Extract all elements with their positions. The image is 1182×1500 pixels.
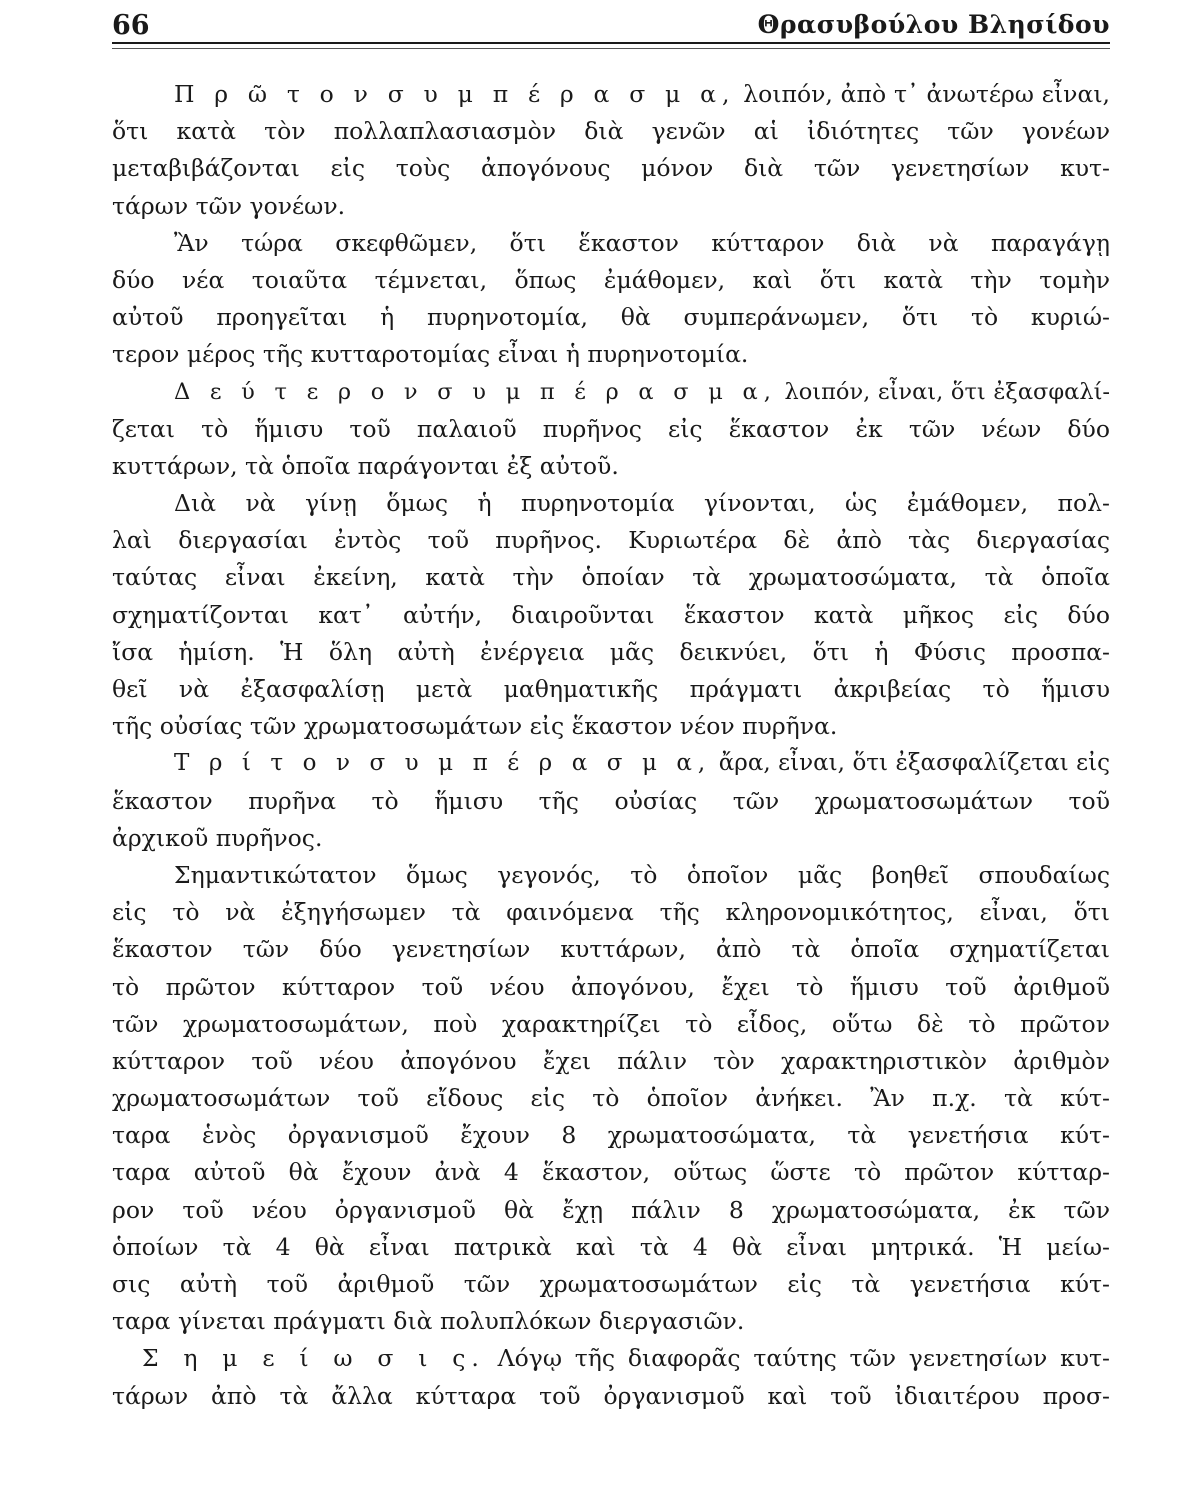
text-line: ἀρχικοῦ πυρῆνος. — [112, 823, 323, 852]
text-line: Δ ε ύ τ ε ρ ο ν σ υ μ π έ ρ α σ μ α, λοιπόν, εἶναι, ὅτι ἐξασφαλί- — [174, 378, 1111, 405]
text-line: σχηματίζονται κατ᾽ αὐτήν, διαιροῦνται ἕκαστον κατὰ μῆκος εἰς δύο — [112, 600, 1110, 629]
header-rule — [112, 42, 1110, 44]
text-line: τῆς οὐσίας τῶν χρωματοσωμάτων εἰς ἕκαστον νέον πυρῆνα. — [112, 712, 838, 741]
paragraph — [112, 745, 1110, 857]
page-header — [112, 6, 1110, 42]
paragraph — [112, 76, 1110, 225]
text-line: τάρων ἀπὸ τὰ ἄλλα κύτταρα τοῦ ὀργανισμοῦ καὶ τοῦ ἰδιαιτέρου προσ- — [112, 1381, 1110, 1410]
note-lead: Σ η μ ε ί ω σ ι ς. — [142, 1344, 485, 1373]
text-line: κυττάρων, τὰ ὁποῖα παράγονται ἐξ αὐτοῦ. — [112, 451, 619, 480]
text-line: ταύτας εἶναι ἐκείνη, κατὰ τὴν ὁποίαν τὰ χρωματοσώματα, τὰ ὁποῖα — [112, 563, 1110, 592]
paragraph — [112, 485, 1110, 745]
text-line: ὅτι κατὰ τὸν πολλαπλασιασμὸν διὰ γενῶν αἱ ἰδιότητες τῶν γονέων — [112, 117, 1110, 146]
text-line: ταρα αὐτοῦ θὰ ἔχουν ἀνὰ 4 ἕκαστον, οὕτως ὥστε τὸ πρῶτον κύτταρ- — [112, 1158, 1110, 1187]
text-line: κύτταρον τοῦ νέου ἀπογόνου ἔχει πάλιν τὸν χαρακτηριστικὸν ἀριθμὸν — [112, 1046, 1110, 1075]
text-line: ταρα γίνεται πράγματι διὰ πολυπλόκων διεργασιῶν. — [112, 1307, 745, 1336]
spaced-lead: Π ρ ῶ τ ο ν σ υ μ π έ ρ α σ μ α, — [174, 80, 736, 108]
text-line: ἕκαστον πυρῆνα τὸ ἥμισυ τῆς οὐσίας τῶν χρωματοσωμάτων τοῦ — [112, 786, 1110, 815]
text-line: ταρα ἑνὸς ὀργανισμοῦ ἔχουν 8 χρωματοσώματα, τὰ γενετήσια κύτ- — [112, 1121, 1110, 1150]
body-text — [112, 76, 1110, 1415]
text-line: ζεται τὸ ἥμισυ τοῦ παλαιοῦ πυρῆνος εἰς ἕκαστον ἐκ τῶν νέων δύο — [112, 414, 1110, 443]
text-line: αὐτοῦ προηγεῖται ἡ πυρηνοτομία, θὰ συμπεράνωμεν, ὅτι τὸ κυριώ- — [112, 303, 1110, 332]
paragraph — [112, 374, 1110, 486]
page-number: 66 — [112, 10, 150, 41]
text-line: ρον τοῦ νέου ὀργανισμοῦ θὰ ἔχῃ πάλιν 8 χρωματοσώματα, ἐκ τῶν — [112, 1195, 1110, 1224]
text-line: Τ ρ ί τ ο ν σ υ μ π έ ρ α σ μ α, ἄρα, εἶναι, ὅτι ἐξασφαλίζεται εἰς — [174, 750, 1110, 777]
text-line: τάρων τῶν γονέων. — [112, 191, 346, 220]
text-line: Σημαντικώτατον ὅμως γεγονός, τὸ ὁποῖον μᾶς βοηθεῖ σπουδαίως — [174, 860, 1110, 889]
text-line: ἴσα ἡμίση. Ἡ ὅλη αὐτὴ ἐνέργεια μᾶς δεικνύει, ὅτι ἡ Φύσις προσπα- — [112, 637, 1110, 666]
text-line: μεταβιβάζονται εἰς τοὺς ἀπογόνους μόνον διὰ τῶν γενετησίων κυτ- — [112, 154, 1110, 183]
header-rule-thin — [112, 48, 1110, 49]
text-line: τῶν χρωματοσωμάτων, ποὺ χαρακτηρίζει τὸ εἶδος, οὕτω δὲ τὸ πρῶτον — [112, 1009, 1110, 1038]
text-line: Ἂν τώρα σκεφθῶμεν, ὅτι ἕκαστον κύτταρον διὰ νὰ παραγάγῃ — [174, 228, 1110, 257]
text-line: Διὰ νὰ γίνῃ ὅμως ἡ πυρηνοτομία γίνονται, ὡς ἐμάθομεν, πολ- — [174, 489, 1110, 518]
text-line: Σ η μ ε ί ω σ ι ς. Λόγῳ τῆς διαφορᾶς ταύτης τῶν γενετησίων κυτ- — [142, 1344, 1110, 1373]
text-line: εἰς τὸ νὰ ἐξηγήσωμεν τὰ φαινόμενα τῆς κληρονομικότητος, εἶναι, ὅτι — [112, 898, 1110, 927]
text-line: τερον μέρος τῆς κυτταροτομίας εἶναι ἡ πυρηνοτομία. — [112, 340, 749, 369]
text-line: Π ρ ῶ τ ο ν σ υ μ π έ ρ α σ μ α, λοιπόν, ἀπὸ τ᾽ ἀνωτέρω εἶναι, — [174, 80, 1110, 108]
text-line: ὁποίων τὰ 4 θὰ εἶναι πατρικὰ καὶ τὰ 4 θὰ εἶναι μητρικά. Ἡ μείω- — [112, 1232, 1110, 1261]
text-line: τὸ πρῶτον κύτταρον τοῦ νέου ἀπογόνου, ἔχει τὸ ἥμισυ τοῦ ἀριθμοῦ — [112, 972, 1110, 1001]
paragraph — [112, 225, 1110, 374]
text-line: λαὶ διεργασίαι ἐντὸς τοῦ πυρῆνος. Κυριωτέρα δὲ ἀπὸ τὰς διεργασίας — [112, 526, 1110, 555]
text-line: δύο νέα τοιαῦτα τέμνεται, ὅπως ἐμάθομεν, καὶ ὅτι κατὰ τὴν τομὴν — [112, 265, 1110, 294]
spaced-lead: Δ ε ύ τ ε ρ ο ν σ υ μ π έ ρ α σ μ α, — [174, 378, 777, 405]
text-line: ἕκαστον τῶν δύο γενετησίων κυττάρων, ἀπὸ τὰ ὁποῖα σχηματίζεται — [112, 935, 1110, 964]
note-paragraph — [112, 1340, 1110, 1414]
paragraph — [112, 857, 1110, 1340]
spaced-lead: Τ ρ ί τ ο ν σ υ μ π έ ρ α σ μ α, — [174, 750, 712, 777]
text-line: χρωματοσωμάτων τοῦ εἴδους εἰς τὸ ὁποῖον ἀνήκει. Ἂν π.χ. τὰ κύτ- — [112, 1084, 1110, 1113]
text-line: σις αὐτὴ τοῦ ἀριθμοῦ τῶν χρωματοσωμάτων εἰς τὰ γενετήσια κύτ- — [112, 1270, 1110, 1298]
text-line: θεῖ νὰ ἐξασφαλίσῃ μετὰ μαθηματικῆς πράγματι ἀκριβείας τὸ ἥμισυ — [112, 675, 1110, 703]
running-title: Θρασυβούλου Βλησίδου — [757, 10, 1110, 39]
